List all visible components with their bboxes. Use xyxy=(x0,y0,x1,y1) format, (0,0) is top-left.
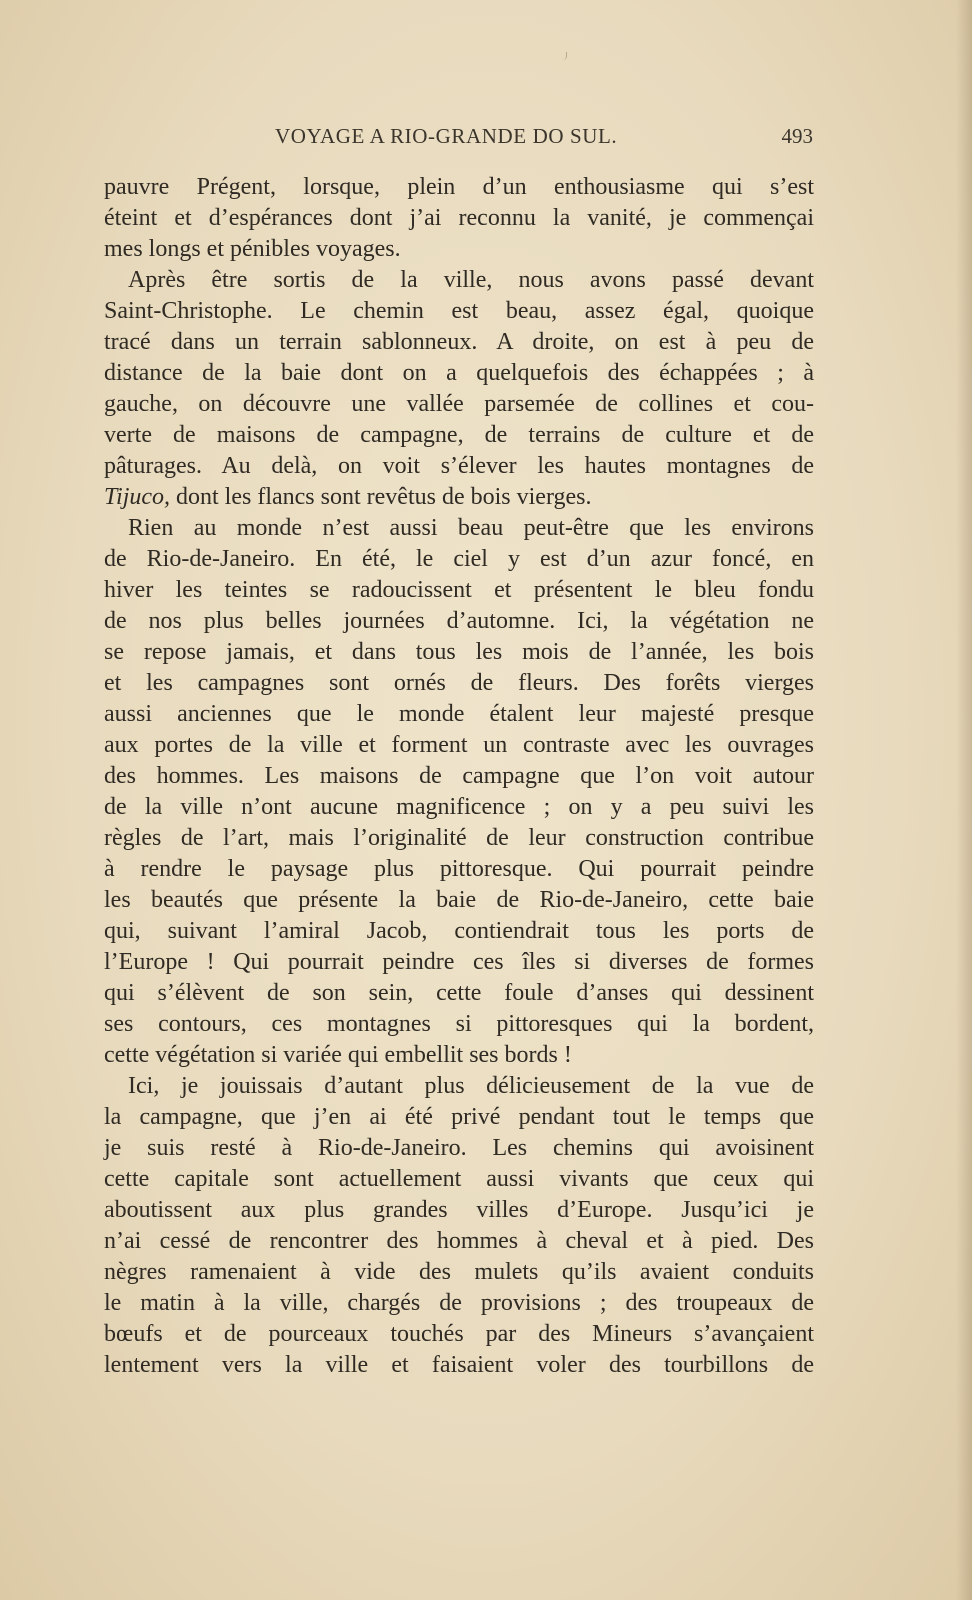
text-line: qui, suivant l’amiral Jacob, contiendrait tous les ports de xyxy=(104,918,814,944)
text-line: tracé dans un terrain sablonneux. A droite, on est à peu de xyxy=(104,329,814,355)
text-line: et les campagnes sont ornés de fleurs. Des forêts vierges xyxy=(104,670,814,696)
text-line: la campagne, que j’en ai été privé pendant tout le temps que xyxy=(104,1104,814,1130)
text-line: cette capitale sont actuellement aussi vivants que ceux qui xyxy=(104,1166,814,1192)
body-text xyxy=(104,172,814,1381)
text-line: lentement vers la ville et faisaient voler des tourbillons de xyxy=(104,1352,814,1378)
text-line: ses contours, ces montagnes si pittoresques qui la bordent, xyxy=(104,1011,814,1037)
text-line: n’ai cessé de rencontrer des hommes à cheval et à pied. Des xyxy=(104,1228,814,1254)
text-line: se repose jamais, et dans tous les mois de l’année, les bois xyxy=(104,639,814,665)
text-line: cette végétation si variée qui embellit ses bords ! xyxy=(104,1042,572,1068)
text-line: qui s’élèvent de son sein, cette foule d’anses qui dessinent xyxy=(104,980,814,1006)
text-line: de la ville n’ont aucune magnificence ; on y a peu suivi les xyxy=(104,794,814,820)
text-line: Saint-Christophe. Le chemin est beau, assez égal, quoique xyxy=(104,298,814,324)
text-line: Rien au monde n’est aussi beau peut-être que les environs xyxy=(128,515,814,541)
running-head xyxy=(105,124,813,154)
text-line: aux portes de la ville et forment un contraste avec les ouvrages xyxy=(104,732,814,758)
italic-place-name: Tijuco, xyxy=(104,484,171,510)
text-line: bœufs et de pourceaux touchés par des Mineurs s’avançaient xyxy=(104,1321,814,1347)
text-line: de Rio-de-Janeiro. En été, le ciel y est d’un azur foncé, en xyxy=(104,546,814,572)
text-line: gauche, on découvre une vallée parsemée de collines et cou- xyxy=(104,391,814,417)
text-line: mes longs et pénibles voyages. xyxy=(104,236,401,262)
text-line: éteint et d’espérances dont j’ai reconnu la vanité, je commençai xyxy=(104,205,814,231)
ink-mark xyxy=(560,52,567,60)
text-line: hiver les teintes se radoucissent et présentent le bleu fondu xyxy=(104,577,814,603)
text-line: Après être sortis de la ville, nous avons passé devant xyxy=(128,267,814,293)
text-line: pauvre Prégent, lorsque, plein d’un enthousiasme qui s’est xyxy=(104,174,814,200)
text-line: verte de maisons de campagne, de terrains de culture et de xyxy=(104,422,814,448)
text-line: les beautés que présente la baie de Rio-de-Janeiro, cette baie xyxy=(104,887,814,913)
text-line xyxy=(104,482,814,513)
text-line: à rendre le paysage plus pittoresque. Qui pourrait peindre xyxy=(104,856,814,882)
running-head-title: VOYAGE A RIO-GRANDE DO SUL. xyxy=(275,124,618,148)
text-line: l’Europe ! Qui pourrait peindre ces îles si diverses de formes xyxy=(104,949,814,975)
text-line-rest: dont les flancs sont revêtus de bois vierges. xyxy=(170,484,592,510)
text-line: je suis resté à Rio-de-Janeiro. Les chemins qui avoisinent xyxy=(104,1135,814,1161)
text-line: pâturages. Au delà, on voit s’élever les hautes montagnes de xyxy=(104,453,814,479)
text-line: le matin à la ville, chargés de provisions ; des troupeaux de xyxy=(104,1290,814,1316)
text-line: aussi anciennes que le monde étalent leur majesté presque xyxy=(104,701,814,727)
text-line: de nos plus belles journées d’automne. Ici, la végétation ne xyxy=(104,608,814,634)
page-edge-shadow xyxy=(956,0,972,1600)
text-line: distance de la baie dont on a quelquefois des échappées ; à xyxy=(104,360,814,386)
text-line: des hommes. Les maisons de campagne que l’on voit autour xyxy=(104,763,814,789)
text-line: Ici, je jouissais d’autant plus délicieusement de la vue de xyxy=(128,1073,814,1099)
text-line: aboutissent aux plus grandes villes d’Europe. Jusqu’ici je xyxy=(104,1197,814,1223)
text-line: règles de l’art, mais l’originalité de leur construction contribue xyxy=(104,825,814,851)
text-line: nègres ramenaient à vide des mulets qu’ils avaient conduits xyxy=(104,1259,814,1285)
page-number: 493 xyxy=(781,124,813,148)
